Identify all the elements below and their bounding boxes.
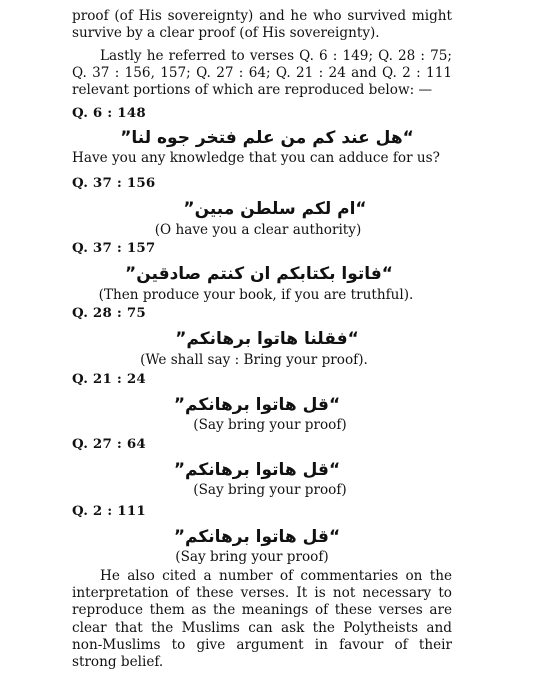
paragraph-closing: He also cited a number of commentaries on the interpretation of these verses. It is not necessary to reproduce them as the meanings of these verses are clear that the Muslims can ask the Polytheists and non-Muslims to give argument in favour of their strong belief. [72, 568, 452, 671]
verse-translation: (Say bring your proof) [193, 417, 347, 433]
verse-arabic: “فقلنا هاتوا برهانكم” [175, 329, 359, 349]
paragraph-top: proof (of His sovereignty) and he who survived might survive by a clear proof (of His sovereignty). [72, 8, 452, 42]
verse-ref: Q. 37 : 157 [72, 240, 156, 256]
paragraph-intro: Lastly he referred to verses Q. 6 : 149; Q. 28 : 75; Q. 37 : 156, 157; Q. 27 : 64; Q. 21 : 24 and Q. 2 : 111 relevant portions of which are reproduced below: — [72, 48, 452, 99]
verse-arabic: “هل عند كم من علم فتخر جوه لنا” [120, 128, 414, 148]
verse-arabic: “قل هاتوا برهانكم” [173, 460, 341, 480]
verse-ref: Q. 37 : 156 [72, 175, 156, 191]
verse-arabic: “ام لكم سلطن مبين” [183, 199, 367, 219]
verse-translation: Have you any knowledge that you can adduce for us? [72, 150, 440, 166]
verse-arabic: “قل هاتوا برهانكم” [173, 395, 341, 415]
verse-ref: Q. 27 : 64 [72, 436, 146, 452]
verse-translation: (Say bring your proof) [193, 482, 347, 498]
verse-translation: (We shall say : Bring your proof). [140, 352, 368, 368]
verse-translation: (Then produce your book, if you are truthful). [98, 287, 414, 303]
verse-ref: Q. 6 : 148 [72, 105, 146, 121]
verse-ref: Q. 28 : 75 [72, 305, 146, 321]
verse-ref: Q. 21 : 24 [72, 371, 146, 387]
verse-arabic: “فاتوا بكتابكم ان كنتم صادقين” [125, 264, 393, 284]
verse-translation: (Say bring your proof) [175, 549, 329, 565]
verse-ref: Q. 2 : 111 [72, 503, 146, 519]
verse-arabic: “قل هاتوا برهانكم” [173, 527, 341, 547]
verse-translation: (O have you a clear authority) [154, 222, 362, 238]
